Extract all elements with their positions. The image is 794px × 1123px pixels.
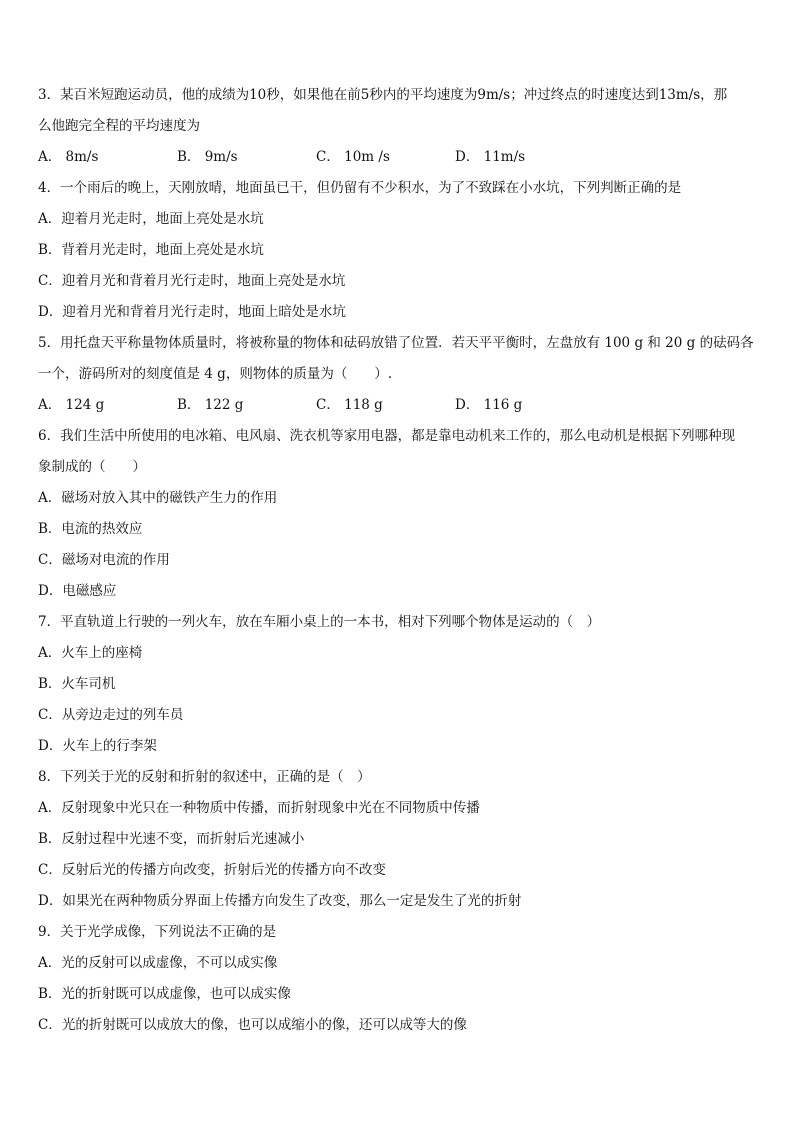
question-5-option-a: A． 124 g bbox=[38, 397, 105, 413]
question-5-stem-line-1: 5．用托盘天平称量物体质量时，将被称量的物体和砝码放错了位置．若天平平衡时，左盘放有 100 g 和 20 g 的砝码各 bbox=[38, 335, 754, 351]
question-9-option-c: C．光的折射既可以成放大的像，也可以成缩小的像，还可以成等大的像 bbox=[38, 1017, 467, 1033]
question-6-option-c: C．磁场对电流的作用 bbox=[38, 552, 170, 568]
question-6-stem-line-2: 象制成的（ ） bbox=[38, 459, 146, 475]
question-5-options bbox=[38, 390, 760, 421]
question-6-option-b: B．电流的热效应 bbox=[38, 521, 143, 537]
question-8-option-d: D．如果光在两种物质分界面上传播方向发生了改变，那么一定是发生了光的折射 bbox=[38, 893, 522, 909]
question-6-option-d: D．电磁感应 bbox=[38, 583, 117, 599]
question-4-option-c: C．迎着月光和背着月光行走时，地面上亮处是水坑 bbox=[38, 273, 346, 289]
question-6-stem-line-1: 6．我们生活中所使用的电冰箱、电风扇、洗衣机等家用电器，都是靠电动机来工作的，那么电动机是根据下列哪种现 bbox=[38, 428, 736, 444]
question-3-option-a: A． 8m/s bbox=[38, 149, 99, 165]
question-5-option-d: D． 116 g bbox=[455, 397, 523, 413]
question-9-stem: 9．关于光学成像，下列说法不正确的是 bbox=[38, 924, 277, 940]
question-3-stem-line-1: 3．某百米短跑运动员，他的成绩为10秒，如果他在前5秒内的平均速度为9m/s；冲过终点的时速度达到13m/s，那 bbox=[38, 87, 728, 103]
question-4-stem: 4．一个雨后的晚上，天刚放晴，地面虽已干，但仍留有不少积水，为了不致踩在小水坑，下列判断正确的是 bbox=[38, 180, 682, 196]
question-3-options bbox=[38, 142, 760, 173]
question-4-option-b: B．背着月光走时，地面上亮处是水坑 bbox=[38, 242, 264, 258]
question-8-option-b: B．反射过程中光速不变，而折射后光速减小 bbox=[38, 831, 305, 847]
question-5-option-b: B． 122 g bbox=[177, 397, 244, 413]
question-3-option-b: B． 9m/s bbox=[177, 149, 238, 165]
question-7-option-b: B．火车司机 bbox=[38, 676, 116, 692]
question-3-option-d: D． 11m/s bbox=[455, 149, 526, 165]
question-4-option-d: D．迎着月光和背着月光行走时，地面上暗处是水坑 bbox=[38, 304, 346, 320]
question-9-option-b: B．光的折射既可以成虚像，也可以成实像 bbox=[38, 986, 291, 1002]
question-8-option-c: C．反射后光的传播方向改变，折射后光的传播方向不改变 bbox=[38, 862, 386, 878]
question-9-option-a: A．光的反射可以成虚像，不可以成实像 bbox=[38, 955, 278, 971]
question-5-stem-line-2: 一个，游码所对的刻度值是 4 g，则物体的质量为（ ）. bbox=[38, 366, 393, 382]
exam-page bbox=[38, 80, 760, 1041]
question-4-option-a: A．迎着月光走时，地面上亮处是水坑 bbox=[38, 211, 264, 227]
question-8-option-a: A．反射现象中光只在一种物质中传播，而折射现象中光在不同物质中传播 bbox=[38, 800, 480, 816]
question-7-option-a: A．火车上的座椅 bbox=[38, 645, 143, 661]
question-8-stem: 8．下列关于光的反射和折射的叙述中，正确的是（ ） bbox=[38, 769, 371, 785]
question-3-option-c: C． 10m /s bbox=[316, 149, 390, 165]
question-6-option-a: A．磁场对放入其中的磁铁产生力的作用 bbox=[38, 490, 278, 506]
question-7-stem: 7．平直轨道上行驶的一列火车，放在车厢小桌上的一本书，相对下列哪个物体是运动的（ ） bbox=[38, 614, 601, 630]
question-5-option-c: C． 118 g bbox=[316, 397, 383, 413]
question-7-option-c: C．从旁边走过的列车员 bbox=[38, 707, 184, 723]
question-7-option-d: D．火车上的行李架 bbox=[38, 738, 157, 754]
question-3-stem-line-2: 么他跑完全程的平均速度为 bbox=[38, 118, 200, 134]
